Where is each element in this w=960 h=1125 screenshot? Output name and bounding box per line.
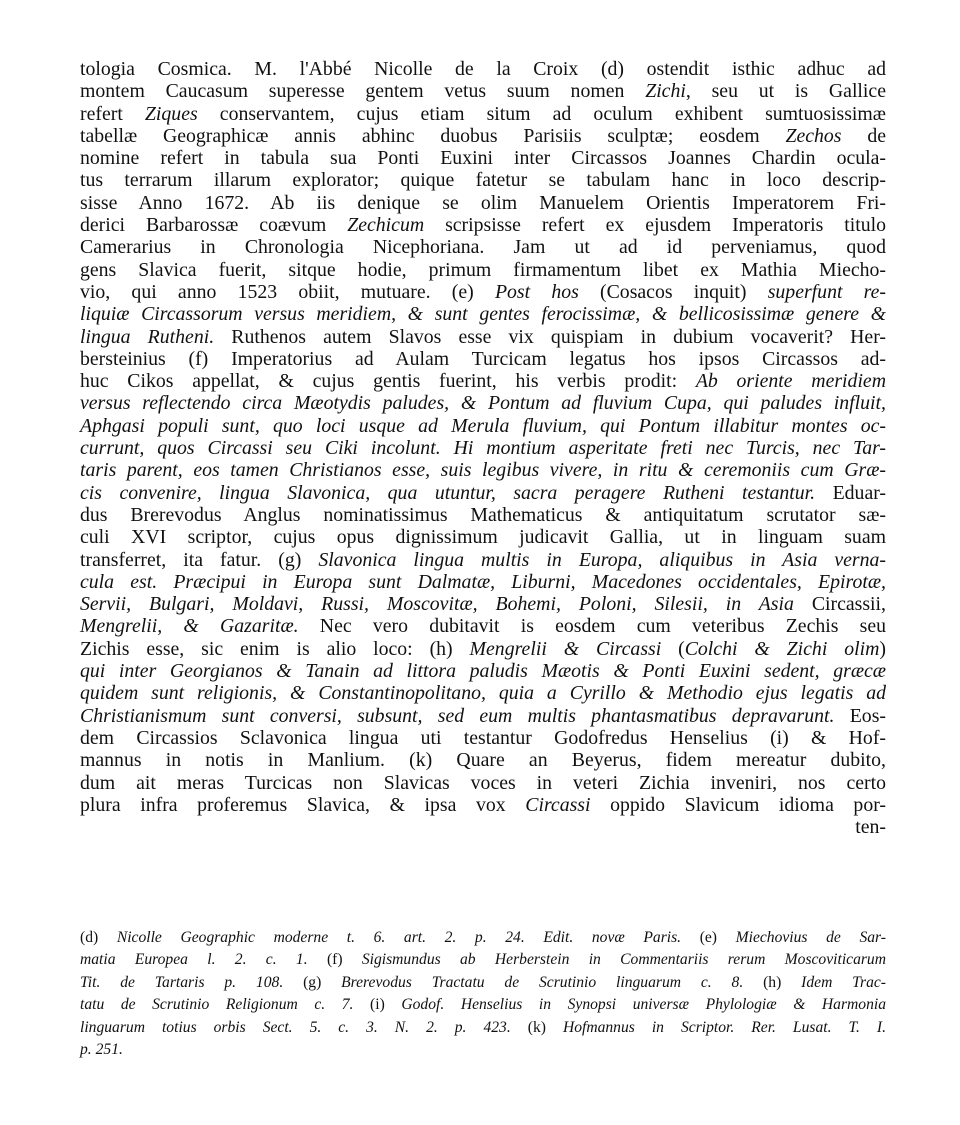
italic-text: versus reflectendo circa Mæotydis paludes, & Pontum ad fluvium Cupa, qui paludes influit, — [80, 392, 886, 415]
body-text-line — [80, 504, 886, 526]
italic-text: matia Europea l. 2. c. 1. — [80, 951, 308, 969]
italic-text: Mengrelii & Circassi — [469, 637, 662, 660]
italic-text: Hofmannus in Scriptor. Rer. Lusat. T. I. — [562, 1018, 887, 1036]
italic-text: Sigismundus ab Herberstein in Commentariis rerum Moscoviticarum — [361, 951, 886, 969]
body-text-line — [80, 660, 886, 682]
italic-text: Ziques — [144, 102, 198, 125]
italic-text: Post hos — [494, 280, 579, 303]
footnote-line — [80, 1017, 886, 1039]
italic-text: lingua Rutheni. — [80, 325, 215, 348]
text-run: Ruthenos autem Slavos esse vix quispiam in dubium vocaverit? Her- — [214, 325, 886, 348]
text-run: Camerarius in Chronologia Nicephoriana. Jam ut ad id perveniamus, quod — [80, 236, 886, 259]
text-run: derici Barbarossæ coævum — [80, 214, 348, 237]
footnote-line — [80, 927, 886, 949]
body-text-line — [80, 103, 886, 125]
text-run: oppido Slavicum idioma por- — [590, 793, 886, 816]
italic-text: Ab oriente meridiem — [695, 370, 887, 393]
body-text-line — [80, 571, 886, 593]
text-run: Circassii, — [793, 593, 886, 616]
text-run: dem Circassios Sclavonica lingua uti testantur Godofredus Henselius (i) & Hof- — [80, 726, 886, 749]
italic-text: Zechicum — [347, 214, 425, 237]
italic-text: Idem Trac- — [801, 973, 886, 991]
body-text-line — [80, 615, 886, 637]
text-run: (h) — [743, 973, 802, 991]
body-text-line — [80, 303, 886, 325]
body-text-line — [80, 459, 886, 481]
body-text-line — [80, 526, 886, 548]
body-text-line — [80, 437, 886, 459]
catchword: ten- — [855, 816, 886, 839]
text-run: (f) — [307, 951, 362, 969]
text-run: gens Slavica fuerit, sitque hodie, primum firmamentum libet ex Mathia Miecho- — [80, 258, 886, 281]
body-text-line — [80, 236, 886, 258]
text-run: Zichis esse, sic enim is alio loco: (h) — [80, 637, 470, 660]
italic-text: Zechos — [785, 124, 842, 147]
text-run: refert — [80, 102, 145, 125]
text-run: (Cosacos inquit) — [578, 280, 768, 303]
footnote-line — [80, 949, 886, 971]
text-run: conservantem, cujus etiam situm ad oculum exhibent sumtuosissimæ — [197, 102, 886, 125]
body-text-line — [80, 482, 886, 504]
body-text-line — [80, 549, 886, 571]
text-run: (k) — [510, 1018, 563, 1036]
italic-text: Christianismum sunt conversi, subsunt, sed eum multis phantasmatibus depravarunt. — [80, 704, 835, 727]
italic-text: Tit. de Tartaris p. 108. — [80, 973, 284, 991]
text-run: (e) — [681, 929, 736, 946]
italic-text: Circassi — [525, 793, 591, 816]
text-run: montem Caucasum superesse gentem vetus suum nomen — [80, 80, 646, 103]
italic-text: Nicolle Geographic moderne t. 6. art. 2. p. 24. Edit. novæ Paris. — [116, 929, 682, 946]
body-text-line — [80, 147, 886, 169]
text-run: Eos- — [834, 704, 886, 727]
text-run: vio, qui anno 1523 obiit, mutuare. (e) — [80, 280, 495, 303]
body-text-line — [80, 370, 886, 392]
body-text-line — [80, 727, 886, 749]
text-run: ( — [661, 637, 685, 660]
text-run: Eduar- — [815, 481, 886, 504]
text-run: ) — [879, 637, 886, 660]
italic-text: Colchi & Zichi olim — [684, 637, 880, 660]
italic-text: currunt, quos Circassi seu Ciki incolunt. Hi montium asperitate freti nec Turcis, nec Tar- — [80, 437, 886, 460]
body-text-line — [80, 392, 886, 414]
italic-text: cula est. Præcipui in Europa sunt Dalmatæ, Liburni, Macedones occidentales, Epirotæ, — [80, 570, 886, 593]
text-run: tus terrarum illarum explorator; quique fatetur se tabulam hanc in loco descrip- — [80, 169, 886, 192]
text-run: (d) — [80, 929, 117, 946]
text-run: bersteinius (f) Imperatorius ad Aulam Turcicam legatus hos ipsos Circassos ad- — [80, 347, 886, 370]
footnote-line — [80, 1039, 886, 1061]
text-run: tologia Cosmica. M. l'Abbé Nicolle de la Croix (d) ostendit isthic adhuc ad — [80, 58, 886, 80]
text-run: sisse Anno 1672. Ab iis denique se olim Manuelem Orientis Imperatorem Fri- — [80, 191, 886, 214]
italic-text: Zichi — [645, 80, 686, 103]
footnote-line — [80, 972, 886, 994]
body-text-line — [80, 682, 886, 704]
italic-text: tatu de Scrutinio Religionum c. 7. — [80, 996, 354, 1014]
text-run: scripsisse refert ex ejusdem Imperatoris titulo — [424, 214, 886, 237]
italic-text: Servii, Bulgari, Moldavi, Russi, Moscovitæ, Bohemi, Poloni, Silesii, in Asia — [80, 593, 794, 616]
body-text-line — [80, 259, 886, 281]
text-run: plura infra proferemus Slavica, & ipsa vox — [80, 793, 526, 816]
main-text — [80, 58, 886, 838]
italic-text: linguarum totius orbis Sect. 5. c. 3. N. 2. p. 423. — [80, 1018, 511, 1036]
italic-text: Godof. Henselius in Synopsi universæ Phylologiæ & Harmonia — [401, 996, 887, 1014]
text-run: (g) — [283, 973, 342, 991]
body-text-line — [80, 638, 886, 660]
footnotes — [80, 927, 886, 1061]
text-run: dum ait meras Turcicas non Slavicas voces in veteri Zichia inveniri, nos certo — [80, 771, 886, 794]
italic-text: Slavonica lingua multis in Europa, aliquibus in Asia verna- — [318, 548, 886, 571]
italic-text: p. 251. — [80, 1041, 123, 1059]
italic-text: liquiæ Circassorum versus meridiem, & sunt gentes ferocissimæ, & bellicosissimæ genere & — [80, 303, 886, 326]
body-text-line — [80, 348, 886, 370]
text-run: (i) — [353, 996, 402, 1014]
text-run: de — [841, 124, 886, 147]
body-text-line — [80, 415, 886, 437]
body-text-line — [80, 593, 886, 615]
body-text-line — [80, 749, 886, 771]
text-run: huc Cikos appellat, & cujus gentis fuerint, his verbis prodit: — [80, 370, 696, 393]
text-run: , seu ut is Gallice — [685, 80, 886, 103]
italic-text: Brerevodus Tractatu de Scrutinio linguarum c. 8. — [341, 973, 744, 991]
body-text-line — [80, 80, 886, 102]
italic-text: Mengrelii, & Gazaritæ. — [80, 615, 299, 638]
italic-text: taris parent, eos tamen Christianos esse, suis legibus vivere, in ritu & ceremoniis cum Græ- — [80, 459, 886, 482]
body-text-line — [80, 169, 886, 191]
body-text-line — [80, 705, 886, 727]
body-text-line — [80, 326, 886, 348]
italic-text: qui inter Georgianos & Tanain ad littora paludis Mæotis & Ponti Euxini sedent, græcæ — [80, 660, 886, 683]
italic-text: Miechovius de Sar- — [735, 929, 886, 946]
italic-text: superfunt re- — [767, 280, 886, 303]
text-run: tabellæ Geographicæ annis abhinc duobus Parisiis sculptæ; eosdem — [80, 124, 786, 147]
text-run: nomine refert in tabula sua Ponti Euxini inter Circassos Joannes Chardin ocula- — [80, 147, 886, 170]
text-run: transferret, ita fatur. (g) — [80, 548, 319, 571]
text-run: mannus in notis in Manlium. (k) Quare an Beyerus, fidem mereatur dubito, — [80, 749, 886, 772]
footnote-line — [80, 994, 886, 1016]
italic-text: cis convenire, lingua Slavonica, qua utuntur, sacra peragere Rutheni testantur. — [80, 481, 816, 504]
body-text-line — [80, 192, 886, 214]
text-run: dus Brerevodus Anglus nominatissimus Mathematicus & antiquitatum scrutator sæ- — [80, 503, 886, 526]
text-run: Nec vero dubitavit is eosdem cum veteribus Zechis seu — [298, 615, 887, 638]
body-text-line — [80, 58, 886, 80]
body-text-line — [80, 125, 886, 147]
body-text-line — [80, 794, 886, 816]
body-text-line — [80, 281, 886, 303]
italic-text: quidem sunt religionis, & Constantinopolitano, quia a Cyrillo & Methodio ejus legatis ad — [80, 682, 886, 705]
body-text-line — [80, 772, 886, 794]
body-text-line — [80, 214, 886, 236]
italic-text: Aphgasi populi sunt, quo loci usque ad Merula fluvium, qui Pontum illabitur montes oc- — [80, 414, 886, 437]
text-run: culi XVI scriptor, cujus opus dignissimum judicavit Gallia, ut in linguam suam — [80, 526, 886, 549]
